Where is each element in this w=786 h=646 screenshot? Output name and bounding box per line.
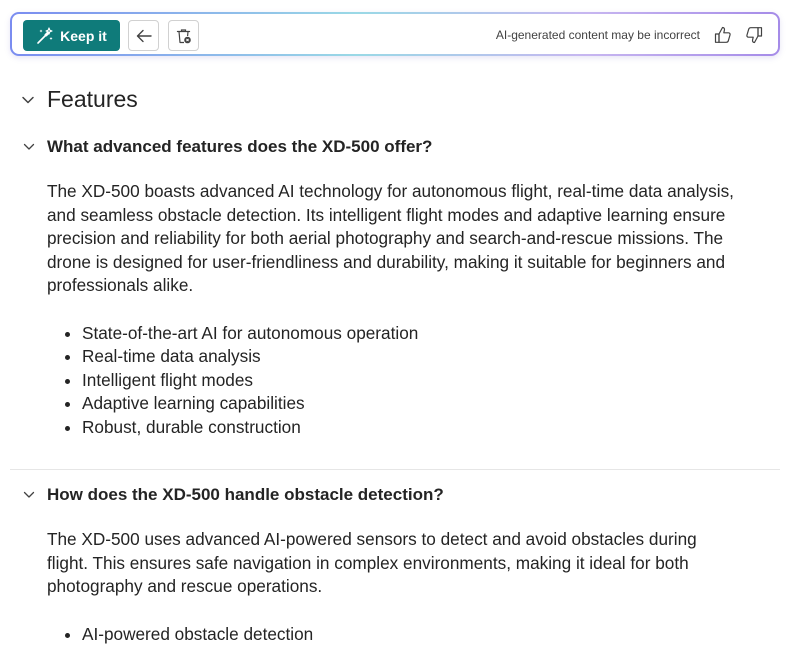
faq-1-bullet-list <box>47 322 418 439</box>
section-collapse-chevron-down-icon[interactable] <box>21 93 35 107</box>
keep-it-button[interactable] <box>23 20 120 51</box>
thumbs-up-icon <box>713 25 733 45</box>
dislike-button[interactable] <box>743 24 765 46</box>
arrow-left-icon <box>135 27 153 45</box>
faq-2-chevron-down-icon[interactable] <box>22 488 36 502</box>
faq-1-chevron-down-icon[interactable] <box>22 140 36 154</box>
faq-divider <box>10 469 780 470</box>
magic-wand-icon <box>36 27 54 45</box>
list-item: • Robust, durable construction <box>82 416 418 439</box>
ai-toolbar <box>10 12 780 56</box>
faq-2-bullet-list <box>47 623 313 646</box>
section-title: Features <box>47 86 138 112</box>
list-item: • Real-time data analysis <box>82 345 418 368</box>
ai-disclaimer: AI-generated content may be incorrect <box>495 28 700 42</box>
keep-it-label: Keep it <box>60 27 107 44</box>
thumbs-down-icon <box>744 25 764 45</box>
faq-2-question[interactable]: How does the XD-500 handle obstacle detection? <box>47 485 444 504</box>
faq-1-question[interactable]: What advanced features does the XD-500 offer? <box>47 137 433 156</box>
list-item: • Adaptive learning capabilities <box>82 392 418 415</box>
list-item: • Intelligent flight modes <box>82 369 418 392</box>
like-button[interactable] <box>712 24 734 46</box>
list-item: • AI-powered obstacle detection <box>82 623 313 646</box>
back-button[interactable] <box>128 20 159 51</box>
list-item: • State-of-the-art AI for autonomous operation <box>82 322 418 345</box>
discard-button[interactable] <box>168 20 199 51</box>
faq-2-answer: The XD-500 uses advanced AI-powered sensors to detect and avoid obstacles during flight. This ensures safe navigation in complex environments, making it ideal for both photography and rescue operations. <box>47 529 697 597</box>
faq-1-answer: The XD-500 boasts advanced AI technology for autonomous flight, real-time data analysis, and seamless obstacle detection. Its intelligent flight modes and adaptive learning ensure precision and reliability for both aerial photography and search-and-rescue missions. The drone is designed for user-friendliness and durability, making it suitable for beginners and professionals alike. <box>47 181 734 296</box>
recycle-bin-icon <box>175 27 193 45</box>
